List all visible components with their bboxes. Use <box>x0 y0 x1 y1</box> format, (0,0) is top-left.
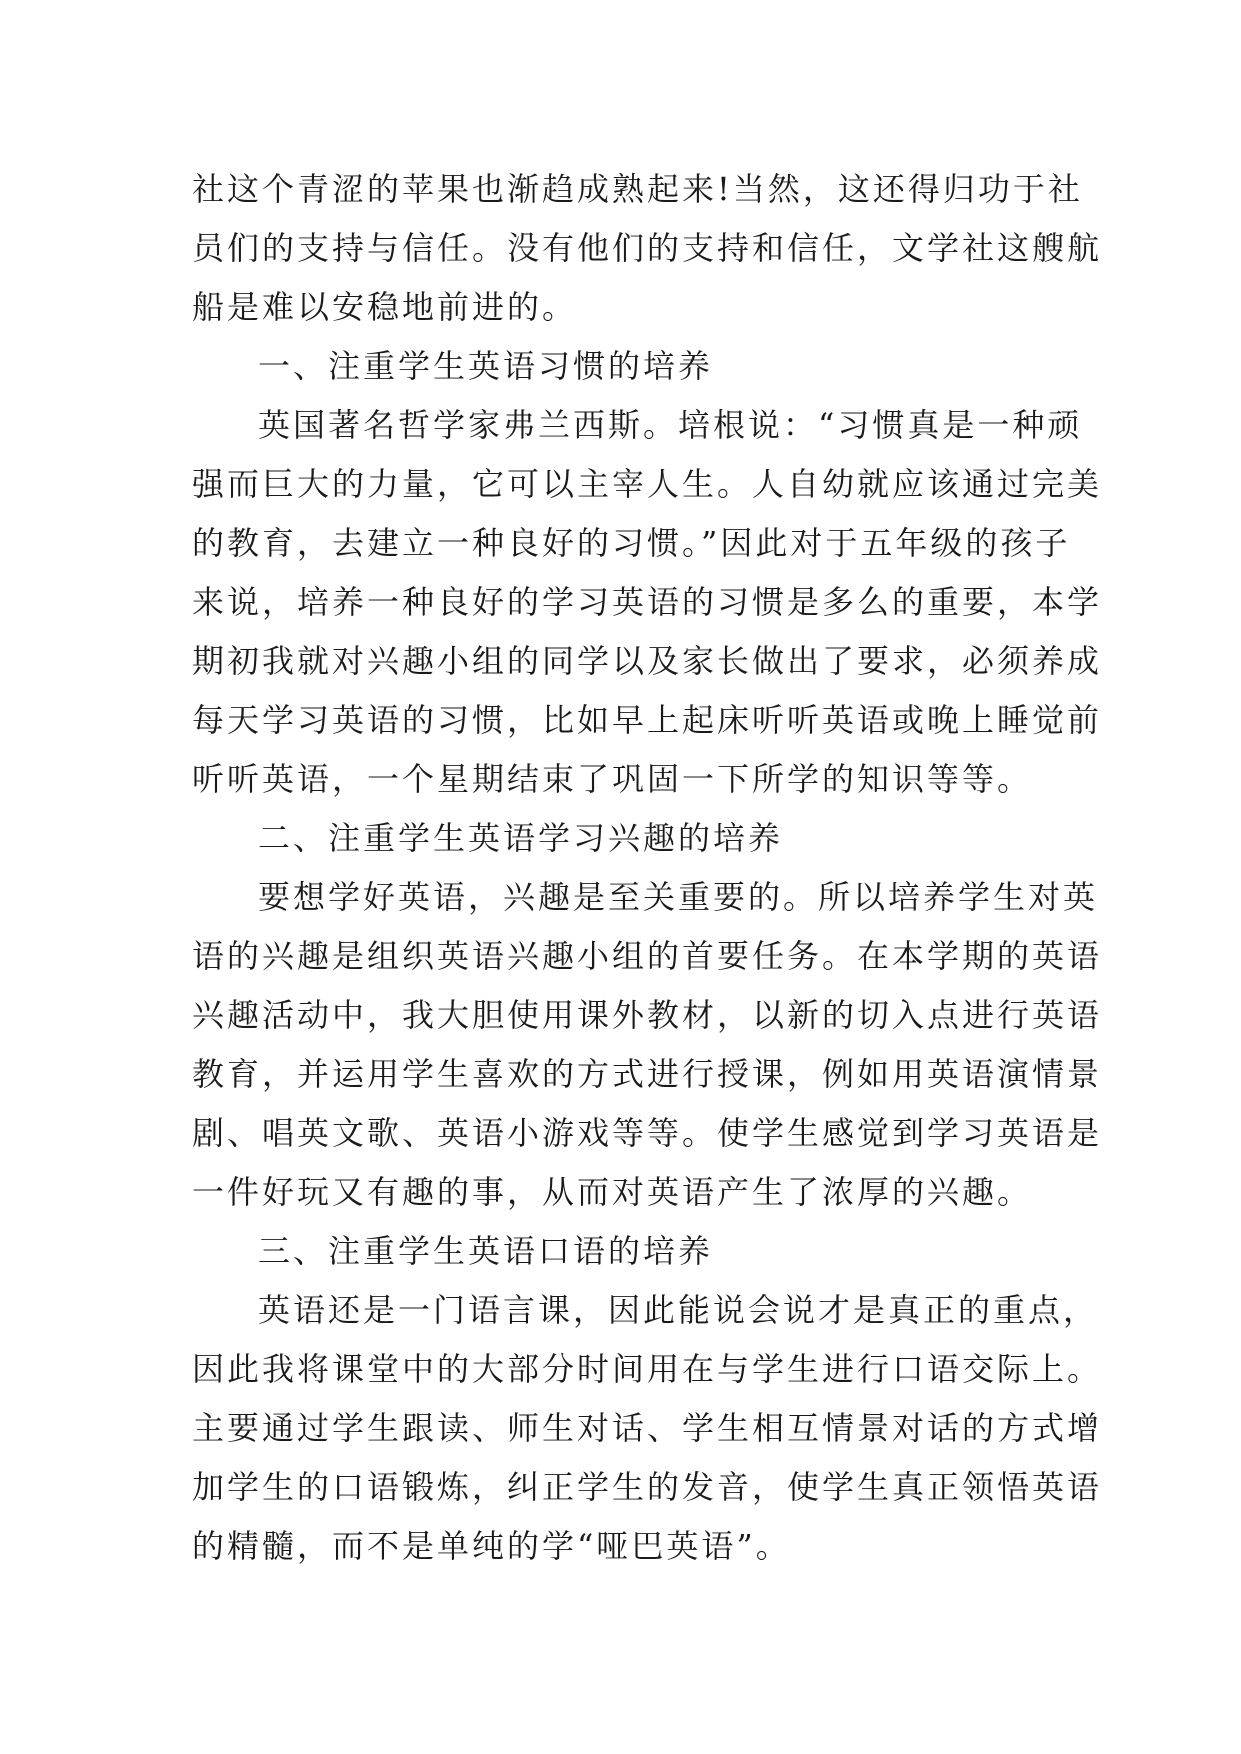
text-line: 强而巨大的力量，它可以主宰人生。人自幼就应该通过完美 <box>192 465 1103 503</box>
document-body <box>192 160 1103 1576</box>
text-line: 一件好玩又有趣的事，从而对英语产生了浓厚的兴趣。 <box>192 1173 1033 1211</box>
section-heading-line: 二、注重学生英语学习兴趣的培养 <box>258 819 784 857</box>
text-line: 员们的支持与信任。没有他们的支持和信任，文学社这艘航 <box>192 229 1103 267</box>
text-line: 教育，并运用学生喜欢的方式进行授课，例如用英语演情景 <box>192 1055 1103 1093</box>
text-line: 船是难以安稳地前进的。 <box>192 288 578 326</box>
text-line: 来说，培养一种良好的学习英语的习惯是多么的重要，本学 <box>192 583 1103 621</box>
text-line: 的教育，去建立一种良好的习惯。”因此对于五年级的孩子 <box>192 524 1071 562</box>
text-line: 语的兴趣是组织英语兴趣小组的首要任务。在本学期的英语 <box>192 937 1103 975</box>
text-line: 社这个青涩的苹果也渐趋成熟起来!当然，这还得归功于社 <box>192 170 1083 208</box>
text-line: 兴趣活动中，我大胆使用课外教材，以新的切入点进行英语 <box>192 996 1103 1034</box>
text-line: 英国著名哲学家弗兰西斯。培根说：“习惯真是一种顽 <box>258 406 1083 444</box>
text-line: 期初我就对兴趣小组的同学以及家长做出了要求，必须养成 <box>192 642 1103 680</box>
text-line: 主要通过学生跟读、师生对话、学生相互情景对话的方式增 <box>192 1409 1103 1447</box>
text-line: 的精髓，而不是单纯的学“哑巴英语”。 <box>192 1527 791 1565</box>
text-line: 要想学好英语，兴趣是至关重要的。所以培养学生对英 <box>258 878 1099 916</box>
section-heading-line: 三、注重学生英语口语的培养 <box>258 1232 714 1270</box>
text-line: 英语还是一门语言课，因此能说会说才是真正的重点， <box>258 1291 1099 1329</box>
text-line: 加学生的口语锻炼，纠正学生的发音，使学生真正领悟英语 <box>192 1468 1103 1506</box>
text-line: 剧、唱英文歌、英语小游戏等等。使学生感觉到学习英语是 <box>192 1114 1103 1152</box>
section-heading-line: 一、注重学生英语习惯的培养 <box>258 347 714 385</box>
text-line: 每天学习英语的习惯，比如早上起床听听英语或晚上睡觉前 <box>192 701 1103 739</box>
text-line: 听听英语，一个星期结束了巩固一下所学的知识等等。 <box>192 760 1033 798</box>
text-line: 因此我将课堂中的大部分时间用在与学生进行口语交际上。 <box>192 1350 1103 1388</box>
